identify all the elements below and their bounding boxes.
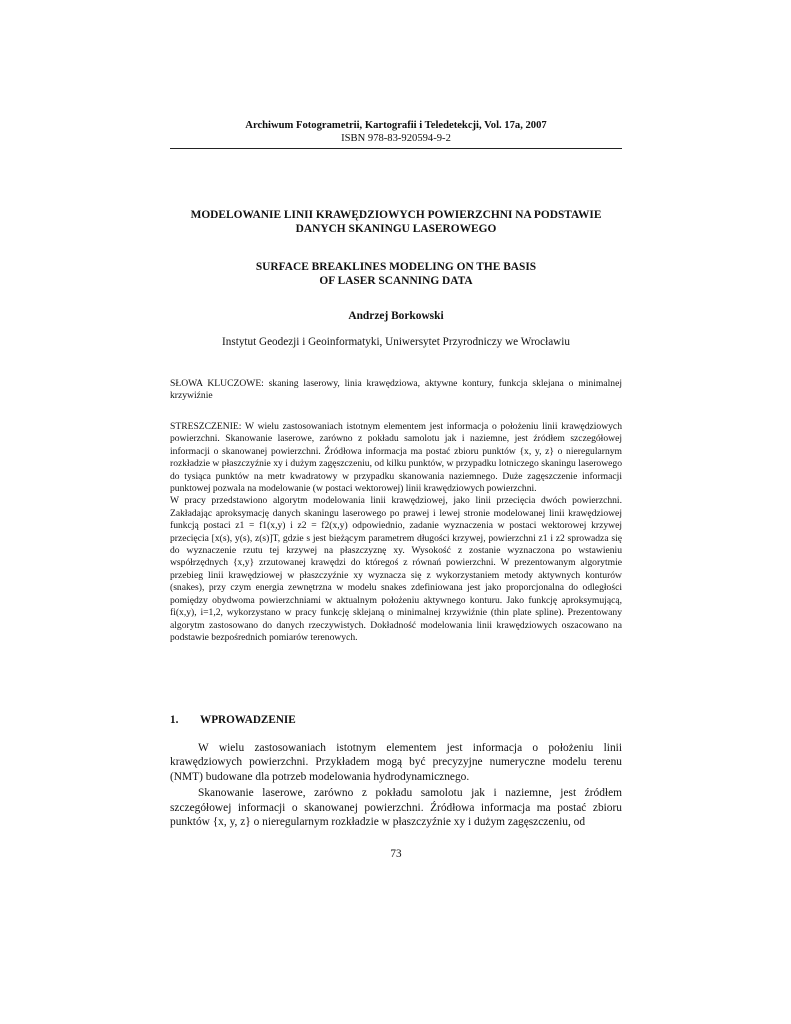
title-polish-line-1: MODELOWANIE LINII KRAWĘDZIOWYCH POWIERZCHNI NA PODSTAWIE (190, 209, 602, 221)
title-english (140, 260, 652, 288)
isbn: ISBN 978-83-920594-9-2 (341, 133, 451, 144)
title-polish-line-2: DANYCH SKANINGU LASEROWEGO (295, 223, 497, 235)
title-english-line-1: SURFACE BREAKLINES MODELING ON THE BASIS (255, 261, 537, 273)
body-paragraph-1: W wielu zastosowaniach istotnym elementem jest informacja o położeniu linii krawędziowych powierzchni. Przykładem mogą być precyzyjne numeryczne modelu terenu (NMT) budowane dla potrzeb modelowania hydrodynamicznego. (170, 742, 622, 783)
header-rule (170, 148, 622, 149)
journal-name: Archiwum Fotogrametrii, Kartografii i Teledetekcji, Vol. 17a, 2007 (245, 120, 547, 131)
abstract-paragraph-2: W pracy przedstawiono algorytm modelowania linii krawędziowej, jako linii przecięcia dwóch powierzchni. Zakładając aproksymację danych skaningu laserowego po prawej i lewej stronie modelowanej linii krawędziowej funkcją postaci z1 = f1(x,y) i z2 = f2(x,y) odpowiednio, zadanie wyznaczenia w postaci wektorowej krzywej przecięcia [x(s), y(s), z(s)]T, gdzie s jest bieżącym parametrem długości krzywej, powierzchni z1 i z2 sprowadza się do wyznaczenie rzutu tej krzywej na płaszczyznę xy. Wysokość z zostanie wyznaczona po wstawieniu współrzędnych {x,y} zrzutowanej krawędzi do któregoś z równań powierzchni. W prezentowanym algorytmie przebieg linii krawędziowej w płaszczyźnie xy wyznacza się z wykorzystaniem metody aktywnych konturów (snakes), przy czym energia zewnętrzna w modelu snakes zdefiniowana jest jako proporcjonalna do odległości pomiędzy obydwoma powierzchniami w aktualnym położeniu aktywnego konturu. Jako funkcję aproksymującą, fi(x,y), i=1,2, wykorzystano w pracy funkcję sklejaną o minimalnej krzywiźnie (thin plate spline). Prezentowany algorytm zastosowano do danych rzeczywistych. Dokładność modelowania linii krawędziowych oszacowano na podstawie bezpośrednich pomiarów terenowych. (170, 495, 622, 643)
body-paragraph-2: Skanowanie laserowe, zarówno z pokładu samolotu jak i naziemne, jest źródłem szczegółowej informacji o skanowanej powierzchni. Źródłowa informacja ma postać zbioru punktów {x, y, z} o nieregularnym rozkładzie w płaszczyźnie xy i dużym zagęszczeniu, od (170, 787, 622, 829)
journal-header (170, 119, 622, 145)
title-english-line-2: OF LASER SCANNING DATA (319, 275, 473, 287)
abstract (170, 421, 622, 644)
page-number: 73 (390, 848, 402, 860)
section-title: WPROWADZENIE (200, 714, 296, 726)
body-text (170, 741, 622, 831)
author: Andrzej Borkowski (348, 310, 444, 322)
section-number: 1. (170, 714, 179, 726)
section-heading (170, 714, 622, 726)
abstract-paragraph-1: STRESZCZENIE: W wielu zastosowaniach istotnym elementem jest informacja o położeniu linii krawędziowych powierzchni. Skanowanie laserowe, zarówno z pokładu samolotu jak i naziemne, jest źródłem szczegółowej informacji o skanowanej powierzchni. Źródłowa informacja ma postać zbioru punktów {x, y, z} o nieregularnym rozkładzie w płaszczyźnie xy i dużym zagęszczeniu, od kilku punktów, w przypadku lotniczego skaningu laserowego do tysiąca punktów na metr kwadratowy w przypadku skanowania naziemnego. Duże zagęszczenie informacji punktowej pozwala na modelowanie (w postaci wektorowej) linii krawędziowych powierzchni. (170, 421, 622, 495)
title-polish (140, 208, 652, 236)
affiliation: Instytut Geodezji i Geoinformatyki, Uniwersytet Przyrodniczy we Wrocławiu (222, 336, 570, 348)
keywords: SŁOWA KLUCZOWE: skaning laserowy, linia krawędziowa, aktywne kontury, funkcja sklejana o minimalnej krzywiźnie (170, 378, 622, 402)
